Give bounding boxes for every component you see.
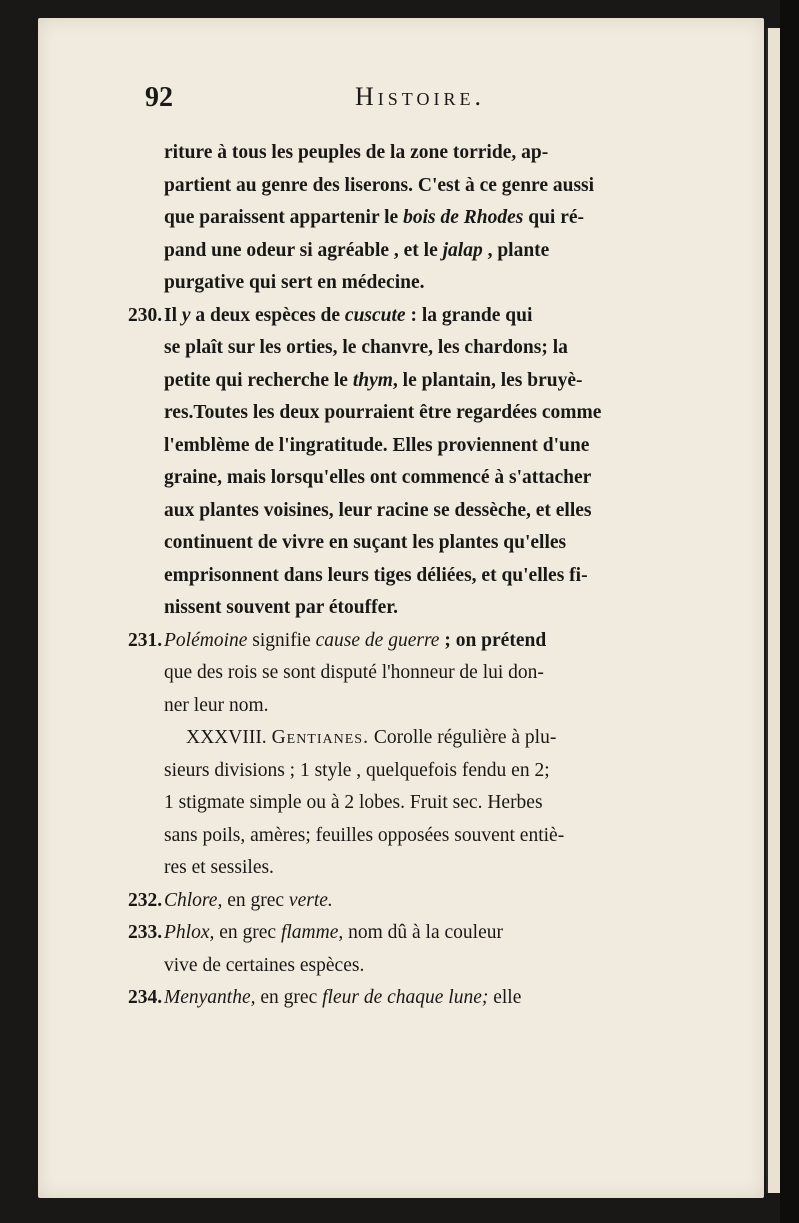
- family-name: Gentianes.: [271, 727, 369, 748]
- page-number: 92: [145, 82, 173, 113]
- entry-number: 234.: [128, 987, 163, 1008]
- page-header: [145, 82, 685, 122]
- text-line: se plaît sur les orties, le chanvre, les chardons; la: [164, 337, 568, 358]
- text-line: partient au genre des liserons. C'est à ce genre aussi: [164, 174, 595, 196]
- page-body: [128, 137, 688, 1015]
- running-title: Histoire.: [355, 82, 485, 111]
- entry-number: 232.: [128, 889, 163, 911]
- entry-230: [128, 300, 688, 625]
- text-line: vive de certaines espèces.: [164, 954, 365, 976]
- text-line: pand une odeur si agréable , et le jalap , plante: [164, 239, 550, 261]
- text-line: res et sessiles.: [164, 857, 274, 878]
- text-line: riture à tous les peuples de la zone torride, ap-: [164, 142, 549, 163]
- text-line: que des rois se sont disputé l'honneur de lui don-: [164, 662, 544, 683]
- text-line: que paraissent appartenir le bois de Rhodes qui ré-: [164, 207, 585, 228]
- entry-233: [128, 917, 688, 982]
- scan-border: [780, 0, 799, 1223]
- entry-number: 231.: [128, 629, 163, 651]
- entry-234: [128, 982, 688, 1015]
- text-line: res.Toutes les deux pourraient être regardées comme: [164, 402, 602, 423]
- text-line: ner leur nom.: [164, 694, 269, 716]
- text-line: petite qui recherche le thym, le plantain, les bruyè-: [164, 369, 583, 391]
- text-line: 234.Menyanthe, en grec fleur de chaque lune; elle: [128, 982, 688, 1015]
- text-line: 230.Il y a deux espèces de cuscute : la grande qui: [128, 300, 688, 333]
- family-gentianes: [128, 722, 688, 885]
- text-line: graine, mais lorsqu'elles ont commencé à s'attacher: [164, 467, 592, 488]
- text-line: sans poils, amères; feuilles opposées souvent entiè-: [164, 824, 565, 846]
- entry-number: 233.: [128, 922, 163, 943]
- entry-232: [128, 885, 688, 918]
- text-line: 231.Polémoine signifie cause de guerre ; on prétend: [128, 625, 688, 658]
- entry-231: [128, 625, 688, 723]
- text-line: XXXVIII. Gentianes. Corolle régulière à plu-: [186, 727, 557, 748]
- text-line: l'emblème de l'ingratitude. Elles proviennent d'une: [164, 434, 590, 456]
- text-line: aux plantes voisines, leur racine se dessèche, et elles: [164, 499, 592, 521]
- text-line: purgative qui sert en médecine.: [164, 272, 425, 293]
- text-line: 233.Phlox, en grec flamme, nom dû à la couleur: [128, 917, 688, 950]
- text-line: continuent de vivre en suçant les plantes qu'elles: [164, 532, 567, 553]
- paragraph-continuation: [128, 137, 688, 300]
- text-line: emprisonnent dans leurs tiges déliées, et qu'elles fi-: [164, 564, 588, 586]
- text-line: 232.Chlore, en grec verte.: [128, 885, 688, 918]
- entry-number: 230.: [128, 304, 163, 326]
- text-line: nissent souvent par étouffer.: [164, 597, 399, 618]
- text-line: 1 stigmate simple ou à 2 lobes. Fruit sec. Herbes: [164, 792, 543, 813]
- text-line: sieurs divisions ; 1 style , quelquefois fendu en 2;: [164, 759, 550, 781]
